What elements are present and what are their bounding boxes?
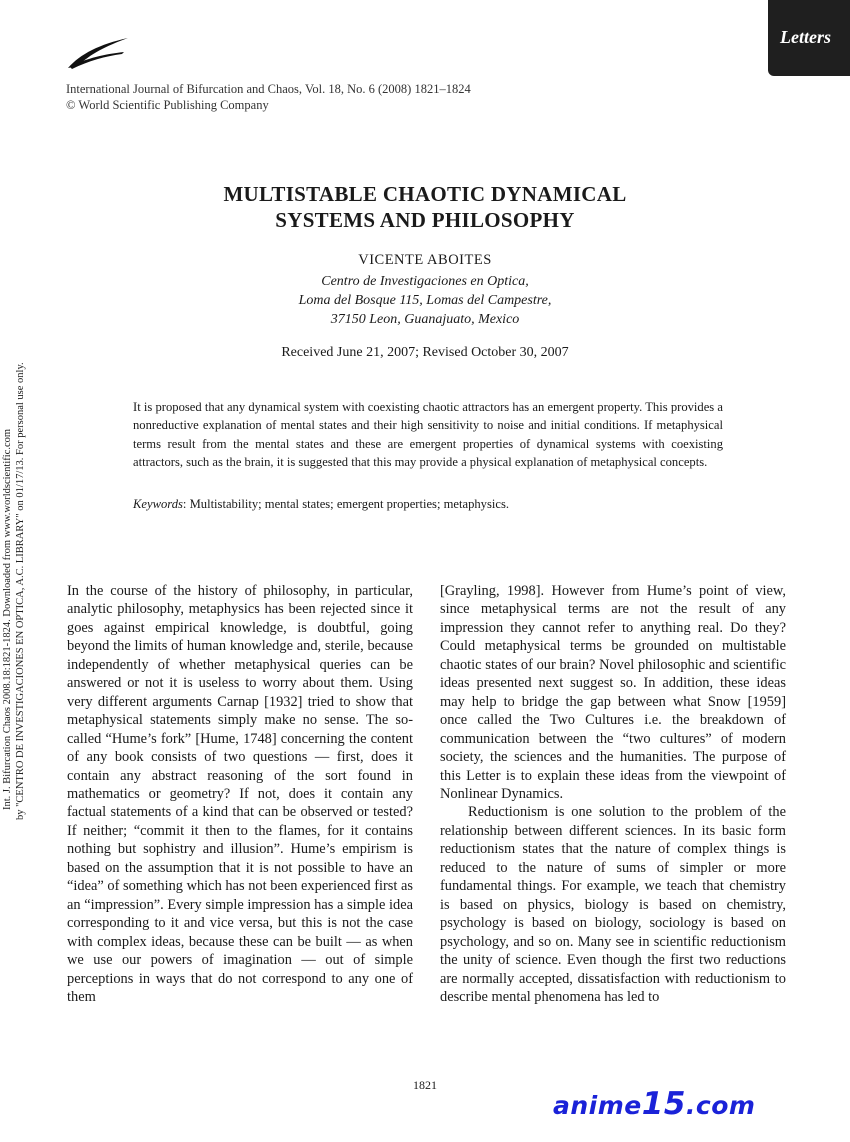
journal-citation: [66, 81, 471, 113]
swoosh-logo-icon: [66, 36, 130, 70]
section-tab: [768, 0, 850, 76]
author-affiliation: [0, 272, 850, 329]
copyright-line: © World Scientific Publishing Company: [66, 98, 269, 112]
page-number: 1821: [413, 1078, 437, 1092]
title-line-2: SYSTEMS AND PHILOSOPHY: [275, 208, 575, 232]
journal-line: International Journal of Bifurcation and Chaos, Vol. 18, No. 6 (2008) 1821–1824: [66, 82, 471, 96]
body-column-right: [440, 582, 786, 1006]
affiliation-line-2: Loma del Bosque 115, Lomas del Campestre,: [298, 293, 552, 308]
abstract: It is proposed that any dynamical system with coexisting chaotic attractors has an emergent property. This provides a nonreductive explanation of mental states and their high sensitivity to noise and initial conditions. If metaphysical terms result from the mental states and these are emergent properties of dynamical systems with coexisting attractors, such as the brain, it is suggested that this may provide a physical explanation of metaphysical concepts.: [133, 400, 723, 470]
received-dates: Received June 21, 2007; Revised October 30, 2007: [281, 345, 569, 360]
watermark-prefix: anime: [553, 1091, 642, 1120]
keywords-list: : Multistability; mental states; emergent properties; metaphysics.: [182, 497, 510, 511]
keywords: [133, 497, 723, 512]
watermark-suffix: .com: [685, 1091, 756, 1120]
section-tab-label: Letters: [780, 27, 831, 47]
article-title: [0, 181, 850, 233]
title-line-1: MULTISTABLE CHAOTIC DYNAMICAL: [223, 182, 627, 206]
keywords-label: Keywords: [133, 497, 183, 511]
body-paragraph: Reductionism is one solution to the problem of the relationship between different sciences. In its basic form reductionism states that the nature of complex things is reduced to the nature of sums of simpler or more fundamental things. For example, we teach that chemistry is based on physics, biology is based on chemistry, psychology is based on biology, sociology is based on psychology, and so on. Many see in scientific reductionism the unity of science. Even though the first two reductions are normally accepted, dissatisfaction with reductionism to describe mental phenomena has led to: [440, 804, 786, 1005]
affiliation-line-1: Centro de Investigaciones en Optica,: [321, 274, 529, 289]
watermark-number: 15: [641, 1086, 686, 1122]
side-note-line-1: Int. J. Bifurcation Chaos 2008.18:1821-1824. Downloaded from www.worldscientific.com: [2, 428, 13, 810]
body-column-left: [67, 582, 413, 1006]
affiliation-line-3: 37150 Leon, Guanajuato, Mexico: [330, 312, 520, 327]
body-paragraph: [Grayling, 1998]. However from Hume’s point of view, since metaphysical terms are not the result of any impression they cannot refer to anything real. Do they? Could metaphysical terms be grounded on multistable chaotic states of our brain? Novel philosophic and scientific ideas presented next suggest so. In addition, these ideas may help to bridge the gap between what Snow [1959] once called the Two Cultures i.e. the breakdown of communication between the “two cultures” of modern society, the sciences and the humanities. The purpose of this Letter is to explain these ideas from the viewpoint of Nonlinear Dynamics.: [440, 583, 786, 802]
body-paragraph: In the course of the history of philosophy, in particular, analytic philosophy, metaphysics has been rejected since it goes against empirical knowledge, is doubtful, going beyond the limits of human knowledge and, sterile, because independently of whether metaphysical queries can be answered or not it is useless to worry about them. Using very different arguments Carnap [1932] tried to show that metaphysical statements simply make no sense. The so-called “Hume’s fork” [Hume, 1748] concerning the content of any book consists of two questions — first, does it contain any abstract reasoning of the sort found in mathematics or geometry? If not, does it contain any factual statements of a kind that can be observed or tested? If neither; “commit it then to the flames, for it contains nothing but sophistry and illusion”. Hume’s empirism is based on the assumption that it is not possible to have an “idea” of something which has not been experienced first as an “impression”. Every simple impression has a simple idea corresponding to it and vice versa, but this is not the case with complex ideas, because these can be built — as when we use our powers of imagination — out of simple perceptions in ways that do not correspond to any one of them: [67, 583, 413, 1005]
side-note-line-2: by "CENTRO DE INVESTIGACIONES EN OPTICA, A.C. LIBRARY" on 01/17/13. For personal use only.: [14, 362, 26, 820]
author-name: VICENTE ABOITES: [358, 252, 492, 268]
download-side-note: [2, 362, 27, 820]
watermark-logo: [553, 1086, 755, 1122]
